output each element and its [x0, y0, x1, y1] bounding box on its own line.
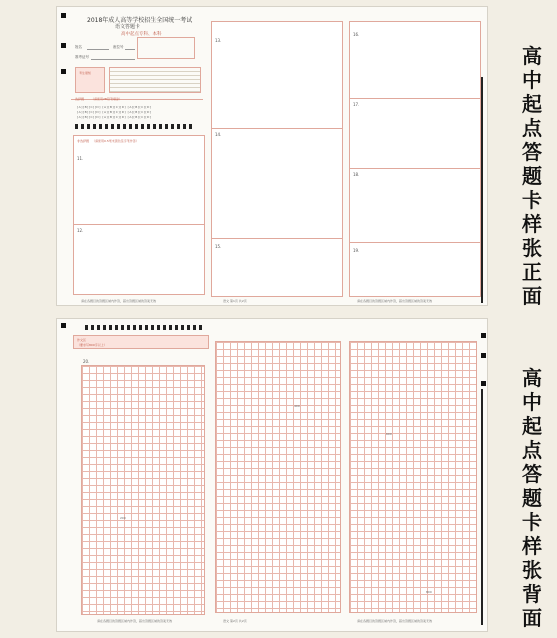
front-side-label: [515, 44, 549, 308]
edge-bar: [481, 389, 483, 625]
label-char: 面: [522, 284, 542, 308]
label-char: 点: [522, 116, 542, 140]
composition-heading: 作文区: [77, 338, 87, 342]
choice-heading: 选择题: [75, 97, 85, 101]
essay-heading: 非选择题: [77, 139, 90, 143]
footer-small: 语文 第2页 共2页: [223, 619, 247, 623]
question-number: 13.: [215, 38, 222, 43]
timing-strip: [85, 325, 205, 330]
label-char: 中: [522, 68, 542, 92]
label-char: 点: [522, 438, 542, 462]
label-char: 张: [522, 558, 542, 582]
composition-grid-right[interactable]: [349, 341, 477, 613]
timing-strip: [75, 124, 195, 129]
word-count-mark: 400: [294, 404, 300, 408]
exam-number-label: 准考证号: [75, 55, 89, 59]
name-label: 姓名: [75, 45, 82, 49]
seat-line[interactable]: [125, 49, 135, 50]
question-number: 20.: [83, 359, 90, 364]
seat-label: 座位号: [113, 45, 124, 49]
answer-area-left[interactable]: [73, 135, 205, 295]
question-number: 16.: [353, 32, 360, 37]
question-number: 18.: [353, 172, 360, 177]
exam-number-line[interactable]: [91, 59, 135, 60]
divider: [212, 238, 342, 239]
footer-note: 请在各题目的答题区域内作答，超出答题区域的答案无效: [357, 299, 433, 303]
label-char: 中: [522, 390, 542, 414]
back-side-label: [515, 366, 549, 630]
footer-note: 请在各题目的答题区域内作答，超出答题区域的答案无效: [357, 619, 433, 623]
label-char: 高: [522, 44, 542, 68]
choice-row[interactable]: [A][B][C][D] [A][B][C][D] [A][B][C][D]: [77, 115, 152, 119]
label-char: 起: [522, 92, 542, 116]
footer-small: 语文 第1页 共2页: [223, 299, 247, 303]
label-char: 卡: [522, 188, 542, 212]
question-number: 19.: [353, 248, 360, 253]
notice-heading: 考生须知: [79, 71, 92, 75]
registration-mark: [61, 13, 66, 18]
footer-note: 请在各题目的答题区域内作答，超出答题区域的答案无效: [97, 619, 173, 623]
composition-grid-middle[interactable]: [215, 341, 341, 613]
label-char: 样: [522, 212, 542, 236]
registration-mark: [61, 69, 66, 74]
divider: [350, 168, 480, 169]
registration-mark: [61, 323, 66, 328]
word-count-mark: 200: [120, 516, 126, 520]
essay-note: （请使用0.5毫米黑色签字笔作答）: [92, 139, 139, 143]
divider: [74, 224, 204, 225]
label-char: 起: [522, 414, 542, 438]
question-number: 14.: [215, 132, 222, 137]
label-char: 样: [522, 534, 542, 558]
label-char: 答: [522, 462, 542, 486]
answer-area-right[interactable]: [349, 21, 481, 297]
exam-title: 2018年成人高等学校招生全国统一考试: [87, 17, 193, 24]
answer-sheet-back: [56, 318, 488, 632]
name-line[interactable]: [87, 49, 109, 50]
question-number: 17.: [353, 102, 360, 107]
label-char: 答: [522, 140, 542, 164]
question-number: 15.: [215, 244, 222, 249]
divider: [350, 98, 480, 99]
label-char: 正: [522, 260, 542, 284]
footer-note: 请在各题目的答题区域内作答，超出答题区域的答案无效: [81, 299, 157, 303]
divider: [350, 242, 480, 243]
composition-header: [73, 335, 209, 349]
choice-note: （请使用2B铅笔填涂）: [91, 97, 122, 101]
question-number: 12.: [77, 228, 84, 233]
label-char: 面: [522, 606, 542, 630]
choice-row[interactable]: [A][B][C][D] [A][B][C][D] [A][B][C][D]: [77, 105, 152, 109]
label-char: 卡: [522, 510, 542, 534]
registration-mark: [481, 353, 486, 358]
notice-box: [75, 67, 105, 93]
label-char: 背: [522, 582, 542, 606]
label-char: 高: [522, 366, 542, 390]
label-char: 张: [522, 236, 542, 260]
barcode-area: [137, 37, 195, 59]
edge-bar: [481, 77, 483, 303]
word-count-mark: 600: [386, 432, 392, 436]
answer-area-middle[interactable]: [211, 21, 343, 297]
composition-note: （要求写800字以上）: [77, 343, 107, 347]
registration-mark: [61, 43, 66, 48]
registration-mark: [481, 333, 486, 338]
notice-text: [109, 67, 201, 93]
school-level: 高中起点专科、本科: [121, 32, 162, 37]
choice-row[interactable]: [A][B][C][D] [A][B][C][D] [A][B][C][D]: [77, 110, 152, 114]
label-char: 题: [522, 164, 542, 188]
sheet-subtitle: 语文答题卡: [115, 24, 141, 30]
registration-mark: [481, 381, 486, 386]
divider: [212, 128, 342, 129]
question-number: 11.: [77, 156, 84, 161]
word-count-mark: 800: [426, 590, 432, 594]
label-char: 题: [522, 486, 542, 510]
answer-sheet-front: [56, 6, 488, 306]
composition-grid-left[interactable]: [81, 365, 205, 615]
